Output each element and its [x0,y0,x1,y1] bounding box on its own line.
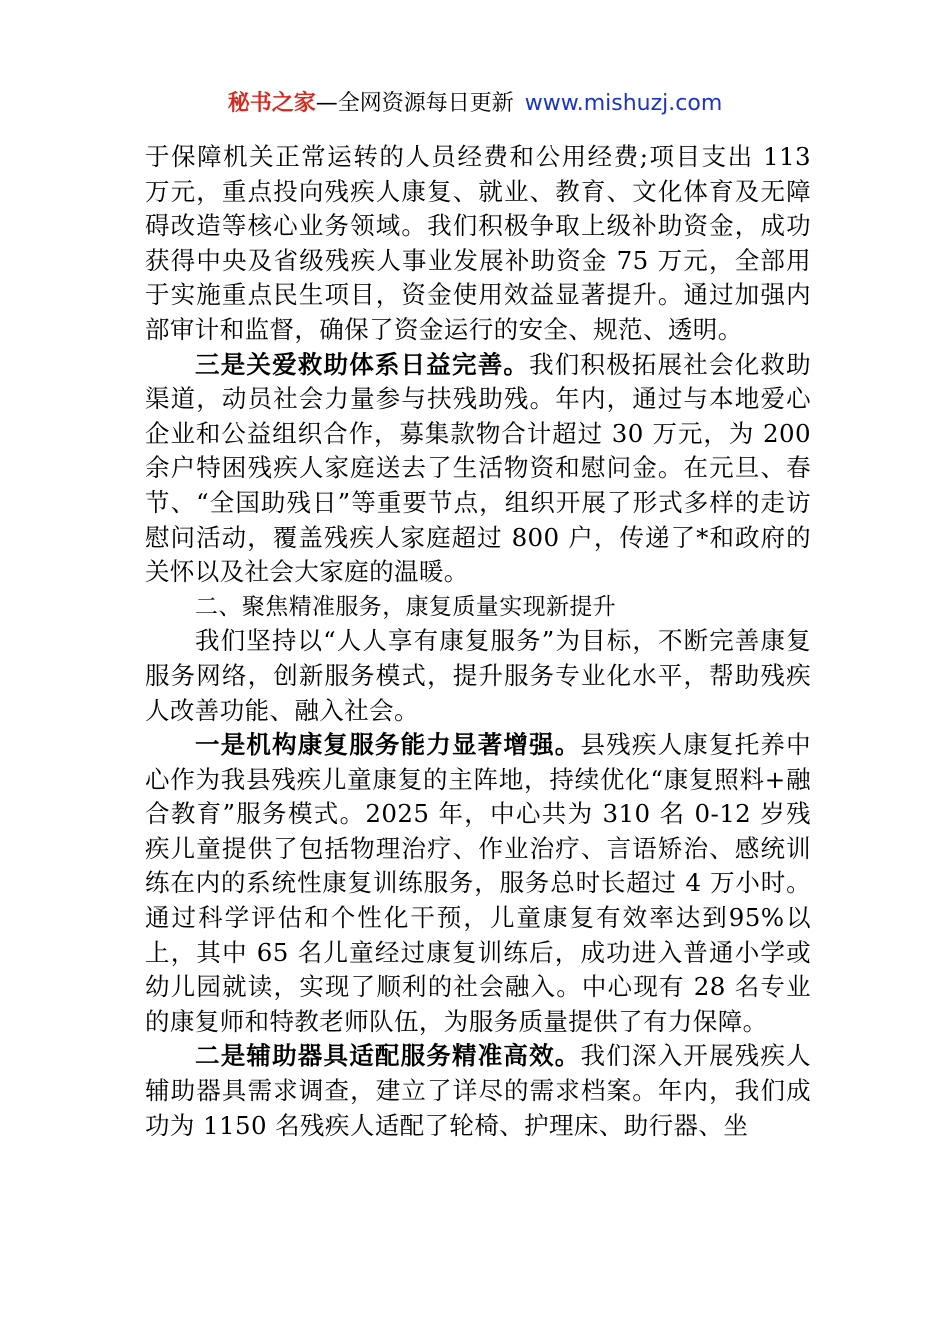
paragraph-institution-rehab [145,728,811,1039]
paragraph-text: 我们深入开展残疾人辅助器具需求调查，建立了详尽的需求档案。年内，我们成功为 1150 名残疾人适配了轮椅、护理床、助行器、坐 [145,1041,811,1140]
paragraph-lead: 二是辅助器具适配服务精准高效。 [195,1041,581,1071]
paragraph-lead: 三是关爱救助体系日益完善。 [195,349,530,379]
header-brand: 秘书之家 [227,91,316,116]
section-heading-rehab [145,590,811,625]
section-heading-text: 二、聚焦精准服务，康复质量实现新提升 [195,593,617,620]
paragraph-text: 我们坚持以“人人享有康复服务”为目标，不断完善康复服务网络，创新服务模式，提升服务专业化水平，帮助残疾人改善功能、融入社会。 [145,626,811,725]
paragraph-rehab-intro [145,624,811,728]
paragraph-text: 于保障机关正常运转的人员经费和公用经费;项目支出 113 万元，重点投向残疾人康复、就业、教育、文化体育及无障碍改造等核心业务领域。我们积极争取上级补助资金，成功获得中央及省级残疾人事业发展补助资金 75 万元，全部用于实施重点民生项目，资金使用效益显著提升。通过加强内部审计和监督，确保了资金运行的安全、规范、透明。 [145,142,811,344]
header-separator: — [315,91,338,116]
paragraph-assistive-devices [145,1039,811,1143]
header-url-link[interactable]: www.mishuzj.com [524,91,723,116]
document-body [145,140,811,1143]
header-slogan: 全网资源每日更新 [337,91,514,116]
paragraph-relief-system [145,348,811,590]
paragraph-budget [145,140,811,348]
page-header [0,86,950,122]
paragraph-text: 县残疾人康复托养中心作为我县残疾儿童康复的主阵地，持续优化“康复照料+融合教育”服务模式。2025 年，中心共为 310 名 0-12 岁残疾儿童提供了包括物理治疗、作业治疗、言语矫治、感统训练在内的系统性康复训练服务，服务总时长超过 4 万小时。通过科学评估和个性化干预，儿童康复有效率达到95%以上，其中 65 名儿童经过康复训练后，成功进入普通小学或幼儿园就读，实现了顺利的社会融入。中心现有 28 名专业的康复师和特教老师队伍，为服务质量提供了有力保障。 [145,730,811,1036]
paragraph-lead: 一是机构康复服务能力显著增强。 [195,730,581,760]
paragraph-text: 我们积极拓展社会化救助渠道，动员社会力量参与扶残助残。年内，通过与本地爱心企业和公益组织合作，募集款物合计超过 30 万元，为 200 余户特困残疾人家庭送去了生活物资和慰问金。在元旦、春节、“全国助残日”等重要节点，组织开展了形式多样的走访慰问活动，覆盖残疾人家庭超过 800 户，传递了*和政府的关怀以及社会大家庭的温暖。 [145,349,811,587]
